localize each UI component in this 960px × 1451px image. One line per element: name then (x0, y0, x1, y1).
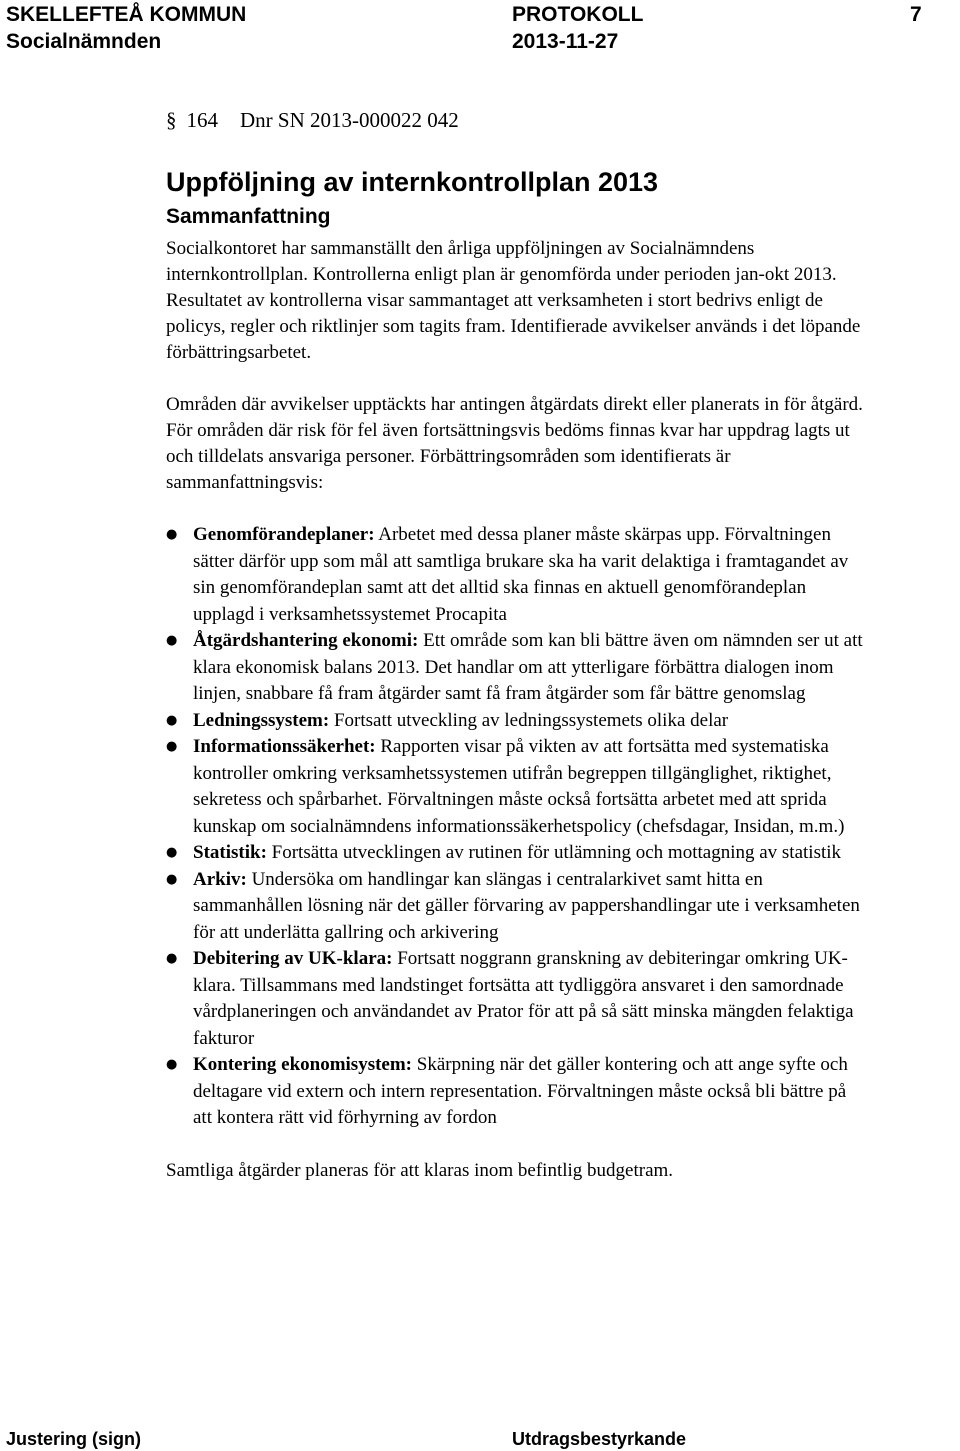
organization-name: SKELLEFTEÅ KOMMUN (6, 3, 247, 26)
summary-heading: Sammanfattning (166, 205, 331, 228)
paragraph-reference (166, 106, 866, 134)
protocol-body (166, 106, 866, 1184)
list-item (166, 946, 866, 1052)
board-name: Socialnämnden (6, 30, 162, 53)
meeting-date: 2013-11-27 (512, 30, 619, 53)
page-number: 7 (910, 3, 922, 26)
section-sign: § (166, 108, 177, 132)
deviations-paragraph: Områden där avvikelser upptäckts har antingen åtgärdats direkt eller planerats in för åtgärd. För områden där risk för fel även fortsättningsvis bedöms finnas kvar har uppdrag lagts ut och tilldelats ansvariga personer. Förbättringsområden som identifierats är sammanfattningsvis: (166, 394, 863, 493)
list-item-term: Åtgärdshantering ekonomi: (193, 630, 419, 651)
list-item (166, 867, 866, 947)
list-item-text: Fortsatt utveckling av ledningssystemets olika delar (329, 709, 729, 731)
list-item-text: Fortsatt noggrann granskning av debiteringar omkring UK-klara. Tillsammans med landstinget fortsätta att tydliggöra ansvaret i den samordnade vårdplaneringen och användandet av Prator för att på så sätt minska mängden felaktiga fakturor (193, 948, 854, 1049)
list-item (166, 628, 866, 708)
summary-paragraph: Socialkontoret har sammanställt den årliga uppföljningen av Socialnämndens internkontrollplan. Kontrollerna enligt plan är genomförda under perioden jan-okt 2013. Resultatet av kontrollerna visar sammantaget att verksamheten i stort bedrivs enligt de policys, regler och riktlinjer som tagits fram. Identifierade avvikelser används i det löpande förbättringsarbetet. (166, 238, 861, 363)
list-item-text: Undersöka om handlingar kan slängas i centralarkivet samt hitta en sammanhållen lösning när det gäller förvaring av pappershandlingar ute i verksamheten för att underlätta gallring och arkivering (193, 868, 860, 943)
list-item-text: Fortsätta utvecklingen av rutinen för utlämning och mottagning av statistik (266, 842, 842, 863)
closing-paragraph: Samtliga åtgärder planeras för att klaras inom befintlig budgetram. (166, 1159, 674, 1181)
list-item-term: Statistik: (193, 842, 267, 863)
list-item-text: Arbetet med dessa planer måste skärpas upp. Förvaltningen sätter därför upp som mål att samtliga brukare ska ha varit delaktiga i framtagandet av sin genomförandeplan samt att det alltid ska finnas en aktuell genomförandeplan upplagd i verksamhetssystemet Procapita (193, 524, 849, 625)
document-type: PROTOKOLL (512, 3, 644, 26)
extract-certification-label: Utdragsbestyrkande (512, 1429, 687, 1449)
list-item-text: Skärpning när det gäller kontering och att ange syfte och deltagare vid extern och intern representation. Förvaltningen måste också bli bättre på att kontera rätt vid förhyrning av fordon (193, 1054, 848, 1128)
adjustment-signature-label: Justering (sign) (6, 1429, 142, 1449)
list-item-term: Ledningssystem: (193, 709, 330, 731)
list-item-term: Genomförandeplaner: (193, 524, 375, 545)
list-item (166, 708, 866, 735)
list-item-term: Informationssäkerhet: (193, 736, 376, 757)
list-item-term: Arkiv: (193, 868, 247, 890)
item-title: Uppföljning av internkontrollplan 2013 (166, 167, 659, 197)
list-item-term: Kontering ekonomisystem: (193, 1054, 413, 1075)
list-item (166, 840, 866, 867)
paragraph-number: 164 (186, 108, 218, 132)
list-item-term: Debitering av UK-klara: (193, 948, 393, 969)
list-item (166, 734, 866, 840)
list-item (166, 522, 866, 628)
list-item-text: Rapporten visar på vikten av att fortsätta med systematiska kontroller omkring verksamhetssystemen utifrån begreppen tillgänglighet, riktighet, sekretess och spårbarhet. Förvaltningen måste också fortsätta arbetet med att sprida kunskap om socialnämndens informationssäkerhetspolicy (chefsdagar, Insidan, m.m.) (193, 736, 845, 837)
improvement-areas-list (166, 522, 866, 1132)
list-item (166, 1052, 866, 1132)
diary-number: Dnr SN 2013-000022 042 (240, 108, 459, 132)
list-item-text: Ett område som kan bli bättre även om nämnden ser ut att klara ekonomisk balans 2013. Det handlar om att ytterligare förbättra dialogen inom linjen, snabbare få fram åtgärder samt få fram åtgärder som får bättre genomslag (193, 630, 863, 704)
